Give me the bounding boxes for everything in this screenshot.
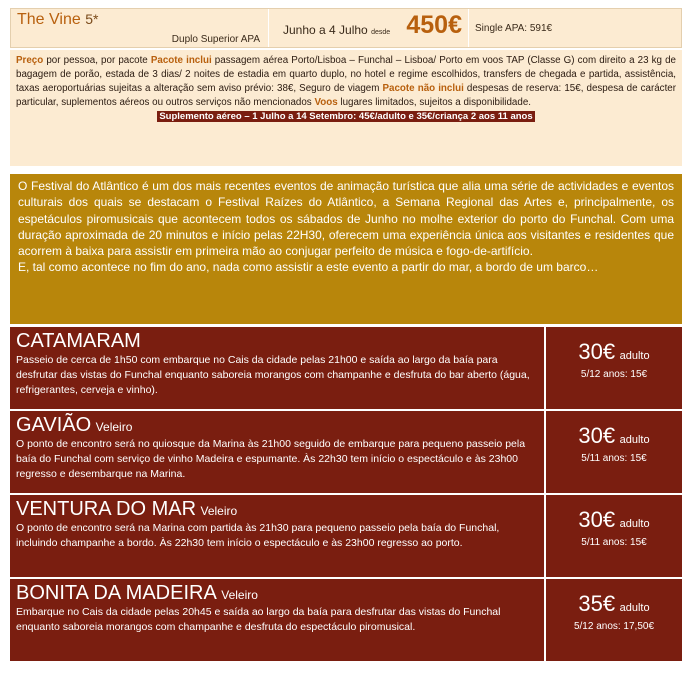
date-range [283,23,390,37]
single-cell [469,9,681,47]
adult-price-line [546,591,682,617]
offer-title: GAVIÃO [16,414,92,436]
info-text-3: despesas de reserva: 15€, despesa de carácter particular, suplementos aéreos ou outros serviços não mencionados [16,83,677,108]
festival-paragraph-2: E, tal como acontece no fim do ano, nada como assistir a este evento a partir do mar, a bordo de um barco… [18,260,599,275]
offer-description: O ponto de encontro será na Marina com partida às 21h30 para pequeno passeio pela baía do Funchal, incluindo champanhe a bordo. Às 22h30 tem início o espectáculo e às 23h00 regresso ao porto. [16,522,500,549]
adult-price: 30€ [578,507,616,532]
adult-price: 30€ [578,423,616,448]
offer-price-box [546,327,682,409]
header-row [10,8,682,48]
child-price: 5/11 anos: 15€ [581,537,647,548]
offer-details [10,327,546,409]
supplement-banner: Suplemento aéreo – 1 Julho a 14 Setembro: 45€/adulto e 35€/criança 2 aos 11 anos [159,111,533,122]
offer-title: VENTURA DO MAR [16,498,197,520]
hotel-cell [11,9,269,47]
dates-cell [269,9,469,47]
adult-label: adulto [619,518,650,530]
date-range-text: Junho a 4 Julho [283,23,368,37]
festival-paragraph-1: O Festival do Atlântico é um dos mais recentes eventos de animação turística que alia uma série de actividades e eventos culturais dos quais se destacam o Festival Raízes do Atlântico, a Semana Regional das Artes e, principalmente, os espetáculos piromusicais que acontecem todos os sábados de Junho no molhe exterior do porto do Funchal. Com uma duração aproximada de 20 minutos e início pelas 22H30, oferecem uma experiência única aos visitantes e residentes que acorrem à baixa para assistir em primeira mão ao conjugar perfeito de música e fogo-de-artifício. [18,179,674,259]
offer-bonita-da-madeira [10,579,682,661]
adult-price-line [546,507,682,533]
offer-title: CATAMARAM [16,330,141,352]
offer-catamaram [10,327,682,409]
festival-description [10,174,682,324]
hotel-name-text: The Vine [17,11,81,28]
adult-price-line [546,339,682,365]
hotel-stars: 5* [85,11,99,27]
adult-label: adulto [619,350,650,362]
offer-details [10,579,546,661]
offer-gaviao [10,411,682,493]
pacote-inclui-label: Pacote inclui [150,55,212,66]
supplement-row [16,110,676,124]
package-price: 450€ [406,11,462,39]
adult-price-line [546,423,682,449]
desde-label: desde [371,29,391,36]
package-info [10,50,682,166]
offer-heading [16,329,538,353]
offer-subtitle: Veleiro [200,504,238,518]
offer-title: BONITA DA MADEIRA [16,582,217,604]
single-price: Single APA: 591€ [475,23,553,34]
offer-heading [16,497,538,521]
offer-price-box [546,579,682,661]
offer-heading [16,413,538,437]
adult-price: 35€ [578,591,616,616]
preco-label: Preço [16,55,44,66]
info-text-2: passagem aérea Porto/Lisboa – Funchal – Lisboa/ Porto em voos TAP (Classe G) com direito a 23 kg de bagagem de porão, estada de 3 dias/ 2 noites de estadia em quarto duplo, no hotel e regime escolhidos, transfers de chegada e partida, assistência, taxas aeroportuárias sujeitas a alteração sem aviso prévio: 38€, Seguro de viagem [16,55,677,94]
child-price: 5/12 anos: 15€ [580,369,648,380]
info-text-4: lugares limitados, sujeitos a disponibilidade. [337,97,531,108]
document [10,8,682,663]
pacote-nao-inclui-label: Pacote não inclui [382,83,464,94]
voos-label: Voos [314,97,338,108]
offer-subtitle: Veleiro [221,588,258,602]
child-price: 5/12 anos: 17,50€ [573,621,655,632]
offer-description: Passeio de cerca de 1h50 com embarque no Cais da cidade pelas 21h00 e saída ao largo da baía para desfrutar das vistas do Funchal enquanto saboreia morangos com champanhe e desfruta do bar aberto (água, refrigerantes, cerveja e vinho). [16,354,530,396]
adult-label: adulto [619,434,650,446]
offer-price-box [546,495,682,577]
hotel-name [17,11,98,29]
offer-details [10,411,546,493]
offer-description: Embarque no Cais da cidade pelas 20h45 e saída ao largo da baía para desfrutar das vistas do Funchal enquanto saboreia morangos com champanhe e desfruta do espectáculo piromusical. [16,606,501,633]
offer-ventura-do-mar [10,495,682,577]
adult-label: adulto [619,602,650,614]
offer-details [10,495,546,577]
adult-price: 30€ [578,339,616,364]
offer-price-box [546,411,682,493]
info-text-1: por pessoa, por pacote [43,55,151,66]
offers-list [10,327,682,661]
room-type: Duplo Superior APA [171,34,260,45]
offer-description: O ponto de encontro será no quiosque da Marina às 21h00 seguido de embarque para pequeno passeio pela baía do Funchal com serviço de vinho Madeira e espumante. Às 22h30 tem início o espectáculo e às 23h00 regresso e desembarque na Marina. [16,438,526,480]
offer-heading [16,581,538,605]
child-price: 5/11 anos: 15€ [581,453,647,464]
offer-subtitle: Veleiro [95,420,133,434]
